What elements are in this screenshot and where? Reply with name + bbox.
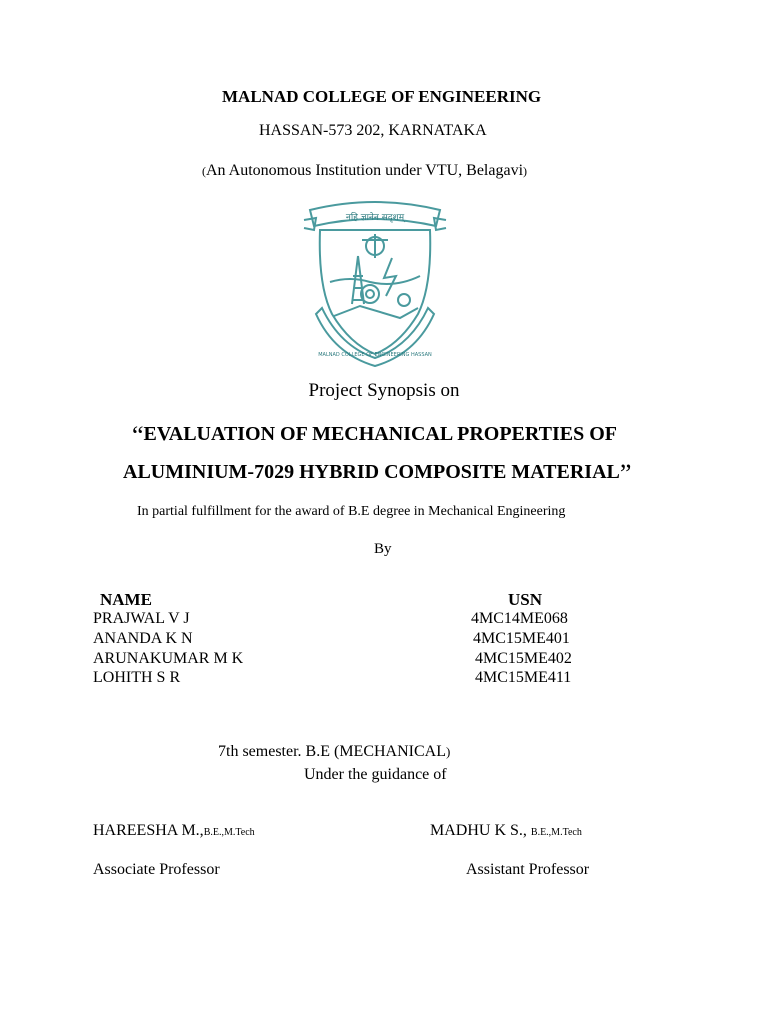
student-usn: 4MC15ME411: [475, 669, 572, 686]
crest-banner-text: MALNAD COLLEGE OF ENGINEERING HASSAN: [318, 352, 432, 358]
guide-role: Associate Professor: [93, 861, 220, 878]
semester-close-paren: ): [445, 744, 451, 759]
semester-prefix: 7th semester. B.E: [218, 743, 334, 760]
student-name: LOHITH S R: [93, 669, 181, 686]
project-title-line1: [132, 421, 617, 450]
project-title-line2: [123, 459, 632, 488]
fulfillment-text: In partial fulfillment for the award of B.E degree in Mechanical Engineering: [137, 504, 566, 519]
title-line2-text: ALUMINIUM-7029 HYBRID COMPOSITE MATERIAL: [123, 461, 620, 483]
by-label: By: [374, 541, 392, 557]
usn-column-header: USN: [508, 590, 543, 609]
guide-name: [93, 822, 255, 840]
student-name: PRAJWAL V J: [93, 610, 190, 627]
student-usn: 4MC14ME068: [471, 610, 568, 627]
college-address: HASSAN-573 202, KARNATAKA: [259, 122, 487, 139]
student-usn: 4MC15ME401: [473, 630, 570, 647]
student-name: ARUNAKUMAR M K: [93, 650, 244, 667]
guidance-label: Under the guidance of: [304, 766, 447, 783]
semester-branch: MECHANICAL: [339, 743, 446, 760]
guide-degree: B.E.,M.Tech: [530, 827, 582, 838]
semester-line: [218, 743, 450, 761]
college-affiliation: [202, 162, 527, 180]
guide-name-text: MADHU K S.,: [430, 822, 531, 839]
name-column-header: NAME: [100, 590, 152, 609]
open-paren: (: [202, 164, 206, 178]
guide-degree: B.E.,M.Tech: [203, 827, 255, 838]
college-name: MALNAD COLLEGE OF ENGINEERING: [222, 87, 542, 106]
semester-open-paren: (: [333, 743, 340, 760]
guide-role: Assistant Professor: [466, 861, 590, 878]
guide-name: [430, 822, 582, 840]
affiliation-text: An Autonomous Institution under VTU, Belagavi: [206, 162, 524, 179]
guide-name-text: HAREESHA M.,: [93, 822, 204, 839]
student-name: ANANDA K N: [93, 630, 193, 647]
open-quote: “: [132, 421, 144, 450]
crest-motto-text: नहि ज्ञानेन सदृशम्: [345, 213, 405, 223]
project-heading: Project Synopsis on: [308, 380, 460, 401]
title-line1-text: EVALUATION OF MECHANICAL PROPERTIES OF: [143, 423, 617, 445]
close-paren: ): [523, 164, 528, 178]
student-usn: 4MC15ME402: [475, 650, 572, 667]
close-quote: ”: [619, 459, 632, 488]
college-crest-logo: [300, 196, 450, 368]
